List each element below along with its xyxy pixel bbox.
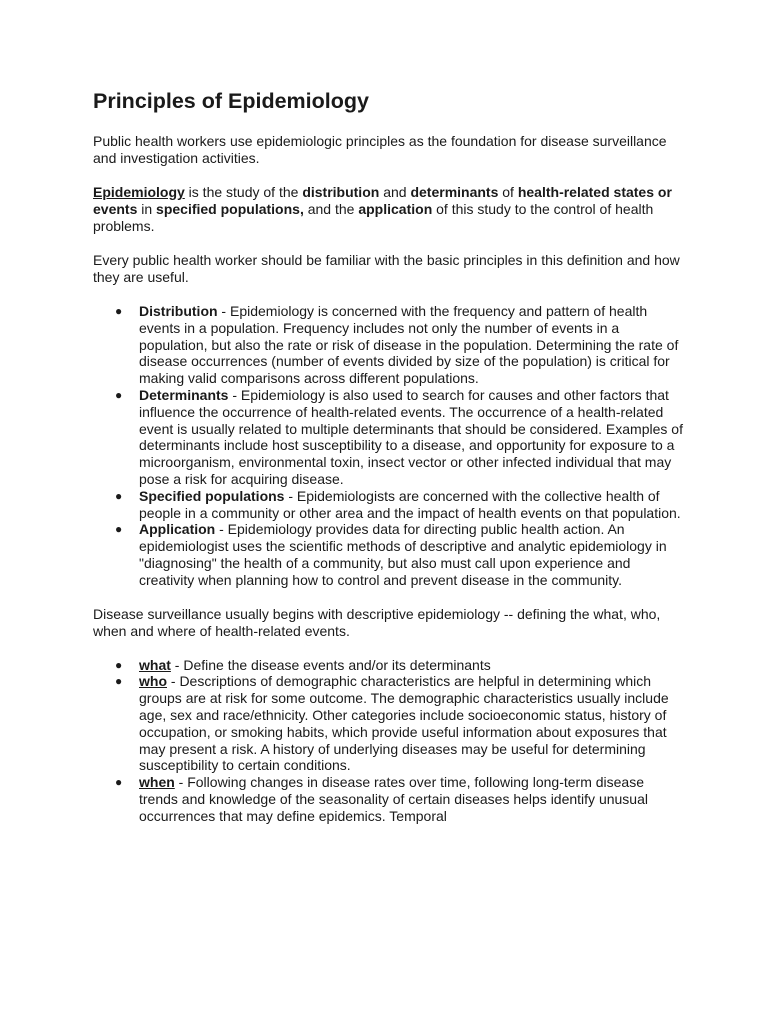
- list-item: ● what - Define the disease events and/or its determinants: [115, 656, 491, 673]
- familiar-paragraph: Every public health worker should be familiar with the basic principles in this definition and how they are useful.: [93, 252, 680, 285]
- bullet-icon: ●: [115, 304, 123, 318]
- page-title: Principles of Epidemiology: [93, 89, 369, 113]
- list-item: ● who - Descriptions of demographic characteristics are helpful in determining which groups are at risk for some outcome. The demographic characteristics usually include age, sex and race/ethnicity. Other categories include socioeconomic status, history of occupation, or smoking habits, which provide useful information about exposures that may present a risk. A history of underlying diseases may be useful for determining susceptibility to certain conditions.: [115, 673, 669, 774]
- bullet-icon: ●: [115, 657, 123, 672]
- list-item: ● when - Following changes in disease rates over time, following long-term disease trends and knowledge of the seasonality of certain diseases helps identify unusual occurrences that may define epidemics. Temporal: [115, 774, 648, 824]
- bullet-icon: ●: [115, 522, 123, 537]
- document-page: [93, 88, 683, 842]
- list-item: ● Specified populations - Epidemiologists are concerned with the collective health of people in a community or other area and the impact of health events on that population.: [115, 487, 681, 521]
- list-item: ● Determinants - Epidemiology is also used to search for causes and other factors that influence the occurrence of health-related events. The occurrence of a health-related event is usually related to multiple determinants that should be considered. Examples of determinants include host susceptibility to a disease, and opportunity for exposure to a microorganism, environmental toxin, insect vector or other infected individual that may pose a risk for acquiring disease.: [115, 386, 683, 487]
- definition-paragraph: Epidemiology is the study of the distribution and determinants of health-related states or events in specified populations, and the application of this study to the control of health problems.: [93, 184, 672, 234]
- principles-list: [93, 303, 683, 589]
- descriptors-list: [93, 657, 683, 825]
- intro-paragraph: Public health workers use epidemiologic principles as the foundation for disease surveillance and investigation activities.: [93, 133, 667, 166]
- bullet-icon: ●: [115, 488, 123, 503]
- bullet-icon: ●: [115, 387, 123, 402]
- definition-term: Epidemiology: [93, 184, 185, 200]
- bullet-icon: ●: [115, 674, 123, 689]
- bullet-icon: ●: [115, 775, 123, 790]
- surveillance-paragraph: Disease surveillance usually begins with descriptive epidemiology -- defining the what, who, when and where of health-related events.: [93, 605, 661, 639]
- list-item: ● Distribution - Epidemiology is concerned with the frequency and pattern of health events in a population. Frequency includes not only the number of events in a population, but also the rate or risk of disease in the population. Determining the rate of disease occurrences (number of events divided by size of the population) is critical for making valid comparisons across different populations.: [115, 303, 679, 387]
- list-item: ● Application - Epidemiology provides data for directing public health action. An epidemiologist uses the scientific methods of descriptive and analytic epidemiology in "diagnosing" the health of a community, but also must call upon experience and creativity when planning how to control and prevent disease in the community.: [115, 521, 667, 588]
